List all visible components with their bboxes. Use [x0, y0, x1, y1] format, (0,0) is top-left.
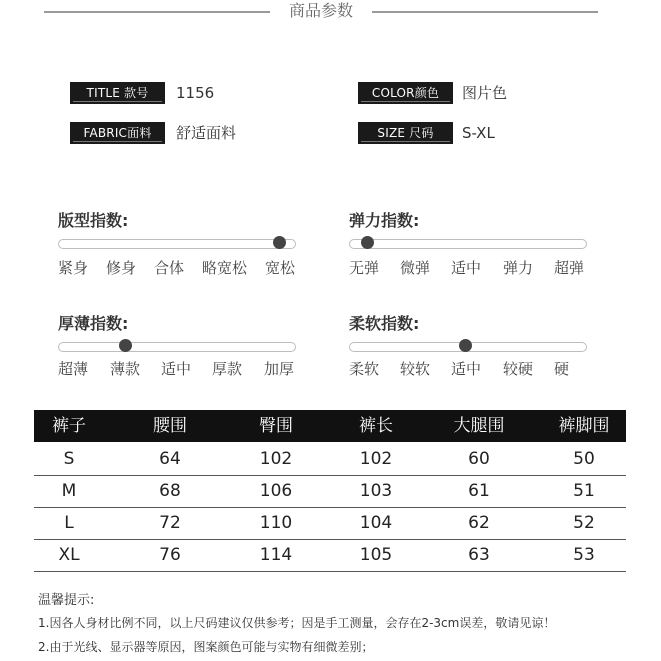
scale-fit-label: 修身 — [106, 259, 137, 277]
table-cell: 51 — [573, 481, 595, 501]
table-cell: 64 — [159, 449, 181, 469]
column-header: 裤长 — [359, 416, 393, 436]
scale-fit-indicator — [273, 236, 286, 249]
scale-thickness-label: 薄款 — [110, 360, 141, 378]
title-value: 1156 — [176, 84, 215, 102]
size-tag: SIZE 尺码 — [358, 122, 453, 144]
scale-softness-label: 较软 — [400, 360, 431, 378]
scale-elasticity-indicator — [361, 236, 374, 249]
size-table-header — [34, 410, 626, 442]
scale-softness-label: 适中 — [451, 360, 482, 378]
size-cell: M — [61, 481, 77, 501]
scale-elasticity-label: 超弹 — [554, 259, 585, 277]
table-cell: 106 — [259, 481, 293, 501]
scale-thickness-label: 超薄 — [58, 360, 89, 378]
notes-heading: 温馨提示: — [38, 593, 95, 608]
table-cell: 50 — [573, 449, 595, 469]
table-cell: 102 — [359, 449, 393, 469]
column-header: 臀围 — [259, 416, 293, 436]
scale-elasticity-label: 无弹 — [349, 259, 380, 277]
table-cell: 61 — [468, 481, 490, 501]
size-value: S-XL — [462, 124, 495, 142]
column-header: 腰围 — [153, 416, 187, 436]
row-divider — [34, 571, 626, 572]
scale-elasticity-track — [349, 239, 587, 249]
table-cell: 60 — [468, 449, 490, 469]
scale-thickness-title: 厚薄指数: — [58, 314, 129, 333]
scale-fit-label: 合体 — [154, 259, 185, 277]
scale-softness-indicator — [459, 339, 472, 352]
table-cell: 53 — [573, 545, 595, 565]
size-cell: S — [63, 449, 75, 469]
scale-thickness-label: 厚款 — [212, 360, 243, 378]
scale-thickness-track — [58, 342, 296, 352]
scale-softness-title: 柔软指数: — [349, 314, 420, 333]
scale-softness-label: 硬 — [554, 360, 570, 378]
scale-elasticity-label: 适中 — [451, 259, 482, 277]
table-cell: 114 — [259, 545, 293, 565]
note-item: 1.因各人身材比例不同，以上尺码建议仅供参考；因是手工测量，会存在2-3cm误差，敬请见谅！ — [38, 616, 556, 630]
size-cell: XL — [58, 545, 80, 565]
table-cell: 62 — [468, 513, 490, 533]
scale-softness-label: 较硬 — [503, 360, 534, 378]
table-cell: 104 — [359, 513, 393, 533]
scale-softness-label: 柔软 — [349, 360, 380, 378]
table-cell: 110 — [259, 513, 293, 533]
scale-thickness-indicator — [119, 339, 132, 352]
title-tag: TITLE 款号 — [70, 82, 165, 104]
fabric-value: 舒适面料 — [176, 124, 237, 142]
note-item: 2.由于光线、显示器等原因，图案颜色可能与实物有细微差别； — [38, 640, 374, 654]
table-cell: 63 — [468, 545, 490, 565]
column-header: 裤子 — [52, 416, 86, 436]
scale-thickness-label: 加厚 — [264, 360, 295, 378]
table-cell: 76 — [159, 545, 181, 565]
scale-fit-label: 略宽松 — [202, 259, 248, 277]
scale-elasticity-label: 弹力 — [503, 259, 534, 277]
fabric-tag: FABRIC面料 — [70, 122, 165, 144]
scale-fit-label: 宽松 — [265, 259, 296, 277]
table-cell: 102 — [259, 449, 293, 469]
column-header: 裤脚围 — [558, 416, 610, 436]
row-divider — [34, 539, 626, 540]
row-divider — [34, 475, 626, 476]
table-cell: 105 — [359, 545, 393, 565]
scale-elasticity-label: 微弹 — [400, 259, 431, 277]
section-title: 商品参数 — [288, 1, 353, 20]
column-header: 大腿围 — [453, 416, 505, 436]
table-cell: 52 — [573, 513, 595, 533]
color-value: 图片色 — [462, 84, 508, 102]
scale-fit-title: 版型指数: — [58, 211, 129, 230]
table-cell: 68 — [159, 481, 181, 501]
color-tag: COLOR颜色 — [358, 82, 453, 104]
row-divider — [34, 507, 626, 508]
table-cell: 103 — [359, 481, 393, 501]
table-cell: 72 — [159, 513, 181, 533]
header-line-left — [44, 11, 270, 13]
size-cell: L — [64, 513, 74, 533]
header-line-right — [372, 11, 598, 13]
scale-fit-track — [58, 239, 296, 249]
scale-thickness-label: 适中 — [161, 360, 192, 378]
scale-fit-label: 紧身 — [58, 259, 89, 277]
scale-elasticity-title: 弹力指数: — [349, 211, 420, 230]
